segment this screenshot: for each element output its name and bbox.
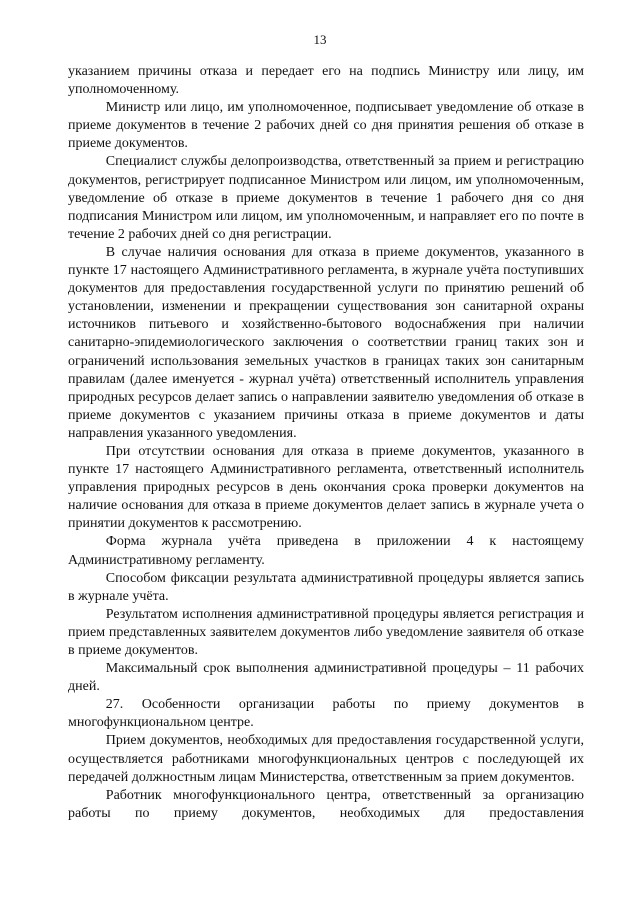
paragraph-mfc-acceptance: Прием документов, необходимых для предоставления государственной услуги, осуществляется работниками многофункциональных центров с последующей их передачей должностным лицам Министерства, ответственным за прием документов. [68,733,584,785]
paragraph-continuation: указанием причины отказа и передает его на подпись Министру или лицу, им уполномоченному. [68,64,584,98]
paragraph-registration: Специалист службы делопроизводства, ответственный за прием и регистрацию документов, регистрирует подписанное Министром или лицом, им уполномоченным, уведомление об отказе в приеме документов в течение 1 рабочего дня со дня подписания Министром или лицом, им уполномоченным, и направляет его по почте в течение 2 рабочих дней со дня регистрации. [68,154,584,242]
paragraph-mfc-worker: Работник многофункционального центра, ответственный за организацию работы по приему документов, необходимых для предоставления [68,787,584,821]
paragraph-no-refusal: При отсутствии основания для отказа в приеме документов, указанного в пункте 17 настоящего Административного регламента, ответственный исполнитель управления природных ресурсов в день окончания срока проверки документов на наличие основания для отказа в приеме документов делает запись в журнале учета о принятии документов к рассмотрению. [68,443,584,532]
paragraph-max-term: Максимальный срок выполнения административной процедуры – 11 рабочих дней. [68,661,584,695]
page-number: 13 [313,32,327,47]
paragraph-fixation-method: Способом фиксации результата административной процедуры является запись в журнале учёта. [68,570,584,604]
paragraph-result: Результатом исполнения административной процедуры является регистрация и прием представленных заявителем документов либо уведомление заявителя об отказе в приеме документов. [68,606,584,658]
document-body [68,63,584,823]
paragraph-section-27: 27. Особенности организации работы по приему документов в многофункциональном центре. [68,697,584,731]
paragraph-journal-form: Форма журнала учёта приведена в приложении 4 к настоящему Административному регламенту. [68,534,584,568]
paragraph-refusal-record: В случае наличия основания для отказа в приеме документов, указанного в пункте 17 настоящего Административного регламента, в журнале учёта поступивших документов для предоставления государственной услуги по принятию решений об установлении, изменении и прекращении существования зон санитарной охраны источников питьевого и хозяйственно-бытового водоснабжения при наличии санитарно-эпидемиологического заключения о соответствии границ таких зон и ограничений использования земельных участков в границах таких зон санитарным правилам (далее именуется - журнал учёта) ответственный исполнитель управления природных ресурсов делает запись о направлении заявителю уведомления об отказе в приеме документов с указанием причины отказа в приеме документов и даты направления указанного уведомления. [68,244,584,441]
paragraph-minister-signs: Министр или лицо, им уполномоченное, подписывает уведомление об отказе в приеме документов в течение 2 рабочих дней со дня принятия решения об отказе в приеме документов. [68,100,584,152]
